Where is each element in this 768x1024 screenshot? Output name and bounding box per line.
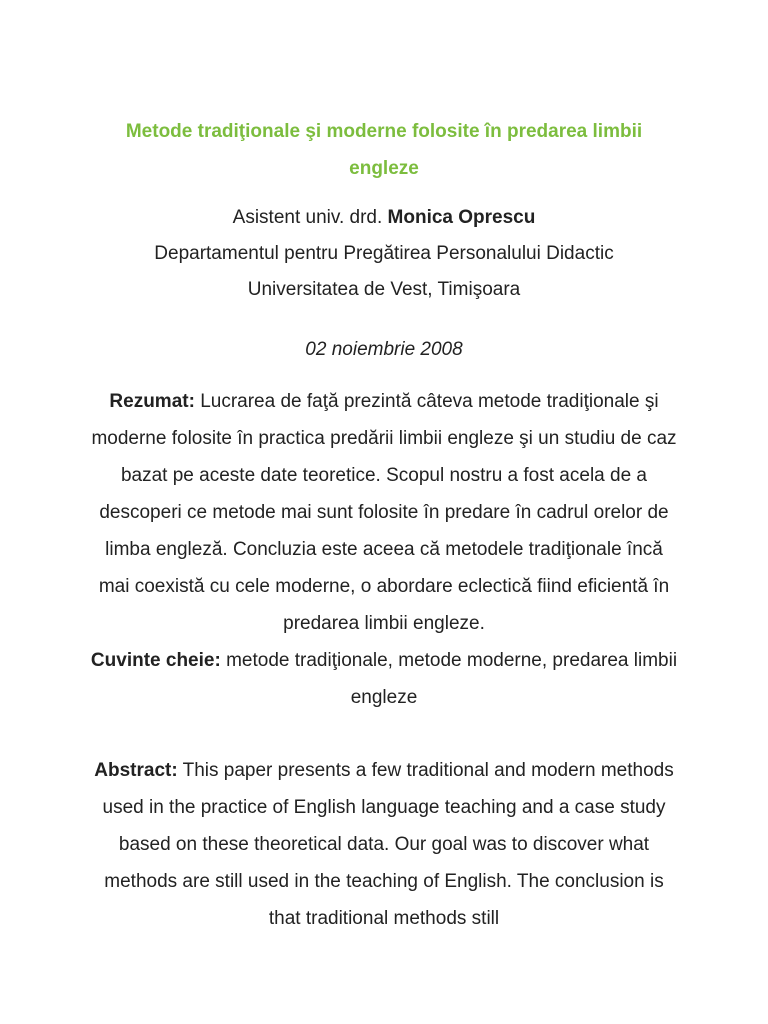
author-name: Monica Oprescu [387,207,536,228]
document-title: Metode tradiţionale şi moderne folosite în predarea limbii engleze [125,121,643,179]
abstract-text: This paper presents a few traditional and modern methods used in the practice of English language teaching and a case study based on these theoretical data. Our goal was to discover what methods are still used in the teaching of English. The conclusion is that traditional methods still [102,760,674,929]
author-line [0,200,768,236]
keywords-text: metode tradiţionale, metode moderne, predarea limbii engleze [220,650,678,708]
university-name: Universitatea de Vest, Timişoara [247,279,521,300]
department-name: Departamentul pentru Pregătirea Personalului Didactic [154,243,614,264]
document-date: 02 noiembrie 2008 [305,339,463,360]
keywords-paragraph [89,642,679,716]
summary-text: Lucrarea de faţă prezintă câteva metode tradiţionale şi moderne folosite în practica predării limbii engleze şi un studiu de caz bazat pe aceste date teoretice. Scopul nostru a fost acela de a descoperi ce metode mai sunt folosite în predare în cadrul orelor de limba engleză. Concluzia este aceea că metodele tradiţionale încă mai coexistă cu cele moderne, o abordare eclectică fiind eficientă în predarea limbii engleze. [91,391,677,634]
abstract-label: Abstract: [94,760,178,781]
summary-label: Rezumat: [109,391,195,412]
keywords-label: Cuvinte cheie: [90,650,221,671]
author-block [0,200,768,308]
romanian-summary [89,383,679,716]
author-prefix: Asistent univ. drd. [232,207,388,228]
english-abstract [89,752,679,937]
